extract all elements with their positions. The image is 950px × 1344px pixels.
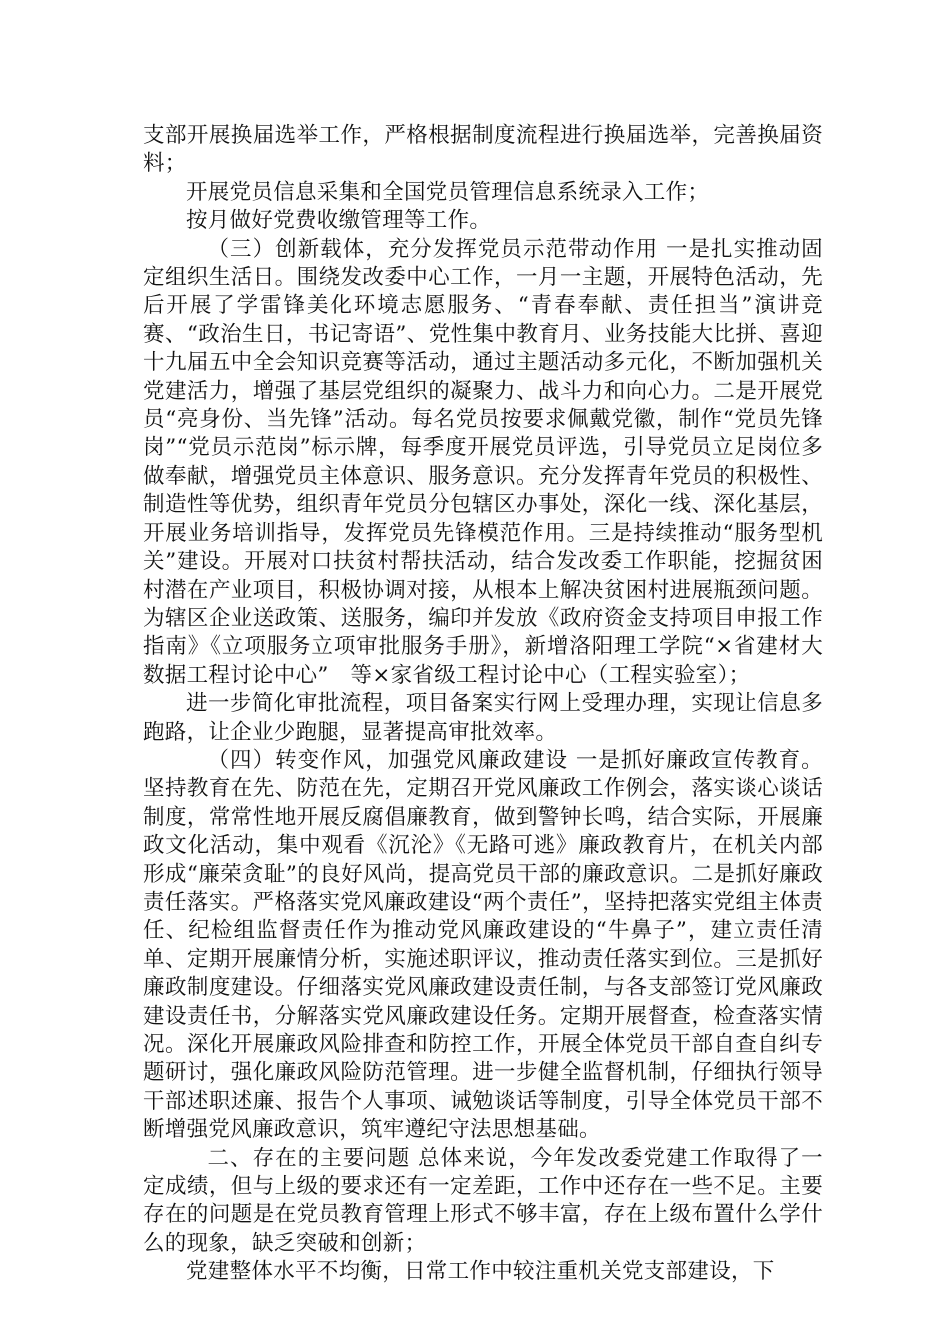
body-paragraph: 支部开展换届选举工作，严格根据制度流程进行换届选举，完善换届资料； <box>143 123 823 177</box>
document-body <box>143 122 823 1287</box>
section-paragraph-4: （四）转变作风，加强党风廉政建设 一是抓好廉政宣传教育。坚持教育在先、防范在先，定期召开党风廉政工作例会，落实谈心谈话制度，常常性地开展反腐倡廉教育，做到警钟长鸣，结合实际，开展廉政文化活动，集中观看《沉沦》《无路可逃》廉政教育片，在机关内部形成“廉荣贪耻”的良好风尚，提高党员干部的廉政意识。二是抓好廉政责任落实。严格落实党风廉政建设“两个责任”，坚持把落实党组主体责任、纪检组监督责任作为推动党风廉政建设的“牛鼻子”，建立责任清单、定期开展廉情分析，实施述职评议，推动责任落实到位。三是抓好廉政制度建设。仔细落实党风廉政建设责任制，与各支部签订党风廉政建设责任书，分解落实党风廉政建设任务。定期开展督查，检查落实情况。深化开展廉政风险排查和防控工作，开展全体党员干部自查自纠专题研讨，强化廉政风险防范管理。进一步健全监督机制，仔细执行领导干部述职述廉、报告个人事项、诫勉谈话等制度，引导全体党员干部不断增强党风廉政意识，筑牢遵纪守法思想基础。 <box>143 747 823 1143</box>
body-paragraph: 按月做好党费收缴管理等工作。 <box>186 208 492 234</box>
body-paragraph: 进一步简化审批流程，项目备案实行网上受理办理，实现让信息多跑路，让企业少跑腿，显著提高审批效率。 <box>143 691 823 745</box>
body-paragraph: 党建整体水平不均衡，日常工作中较注重机关党支部建设，下 <box>186 1259 775 1285</box>
section-paragraph-problems: 二、存在的主要问题 总体来说，今年发改委党建工作取得了一定成绩，但与上级的要求还有一定差距，工作中还存在一些不足。主要存在的问题是在党员教育管理上形式不够丰富，存在上级布置什么学什么的现象，缺乏突破和创新； <box>143 1145 823 1256</box>
section-paragraph-3: （三）创新载体，充分发挥党员示范带动作用 一是扎实推动固定组织生活日。围绕发改委中心工作，一月一主题，开展特色活动，先后开展了学雷锋美化环境志愿服务、“青春奉献、责任担当”演讲竞赛、“政治生日，书记寄语”、党性集中教育月、业务技能大比拼、喜迎十九届五中全会知识竞赛等活动，通过主题活动多元化，不断加强机关党建活力，增强了基层党组织的凝聚力、战斗力和向心力。二是开展党员“亮身份、当先锋”活动。每名党员按要求佩戴党徽，制作“党员先锋岗”“党员示范岗”标示牌，每季度开展党员评选，引导党员立足岗位多做奉献，增强党员主体意识、服务意识。充分发挥青年党员的积极性、制造性等优势，组织青年党员分包辖区办事处，深化一线、深化基层，开展业务培训指导，发挥党员先锋模范作用。三是持续推动“服务型机关”建设。开展对口扶贫村帮扶活动，结合发改委工作职能，挖掘贫困村潜在产业项目，积极协调对接，从根本上解决贫困村进展瓶颈问题。为辖区企业送政策、送服务，编印并发放《政府资金支持项目申报工作指南》《立项服务立项审批服务手册》，新增洛阳理工学院“×省建材大数据工程讨论中心” 等×家省级工程讨论中心（工程实验室）； <box>143 236 823 688</box>
body-paragraph: 开展党员信息采集和全国党员管理信息系统录入工作； <box>186 179 710 205</box>
